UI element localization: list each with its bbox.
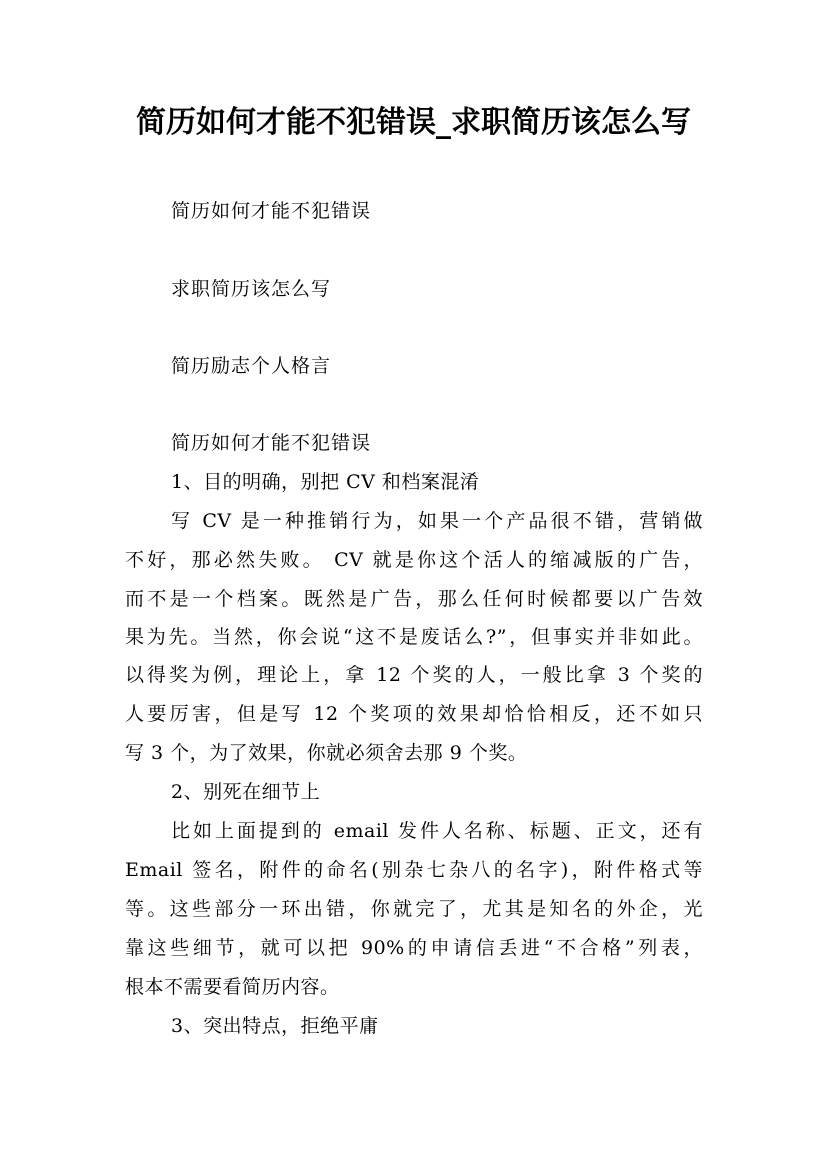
paragraph-line: 不好，那必然失败。 CV 就是你这个活人的缩减版的广告， — [125, 549, 703, 571]
document-title: 简历如何才能不犯错误_求职简历该怎么写 — [136, 105, 691, 140]
paragraph-line: 人要厉害，但是写 12 个奖项的效果却恰恰相反，还不如只 — [125, 703, 703, 725]
toc-item-3: 简历励志个人格言 — [171, 355, 332, 377]
toc-item-1: 简历如何才能不犯错误 — [171, 200, 372, 222]
paragraph-line: 而不是一个档案。既然是广告，那么任何时候都要以广告效 — [125, 588, 703, 610]
point-heading-1: 1、目的明确，别把 CV 和档案混淆 — [171, 471, 480, 493]
paragraph-line: 等。这些部分一环出错，你就完了，尤其是知名的外企，光 — [125, 898, 703, 920]
paragraph-line: 根本不需要看简历内容。 — [125, 976, 340, 998]
point-heading-3: 3、突出特点，拒绝平庸 — [171, 1015, 379, 1037]
paragraph-line: 写 3 个，为了效果，你就必须舍去那 9 个奖。 — [125, 742, 528, 764]
section-heading: 简历如何才能不犯错误 — [171, 432, 372, 454]
paragraph-line: Email 签名，附件的命名(别杂七杂八的名字)，附件格式等 — [125, 859, 703, 881]
paragraph-line: 以得奖为例，理论上，拿 12 个奖的人，一般比拿 3 个奖的 — [125, 664, 703, 686]
paragraph-line: 写 CV 是一种推销行为，如果一个产品很不错，营销做 — [171, 510, 703, 532]
toc-item-2: 求职简历该怎么写 — [171, 278, 332, 300]
paragraph-line: 靠这些细节，就可以把 90%的申请信丢进“不合格”列表， — [125, 937, 703, 959]
paragraph-line: 果为先。当然，你会说“这不是废话么?”，但事实并非如此。 — [125, 626, 703, 648]
point-heading-2: 2、别死在细节上 — [171, 781, 321, 803]
paragraph-line: 比如上面提到的 email 发件人名称、标题、正文，还有 — [171, 820, 703, 842]
